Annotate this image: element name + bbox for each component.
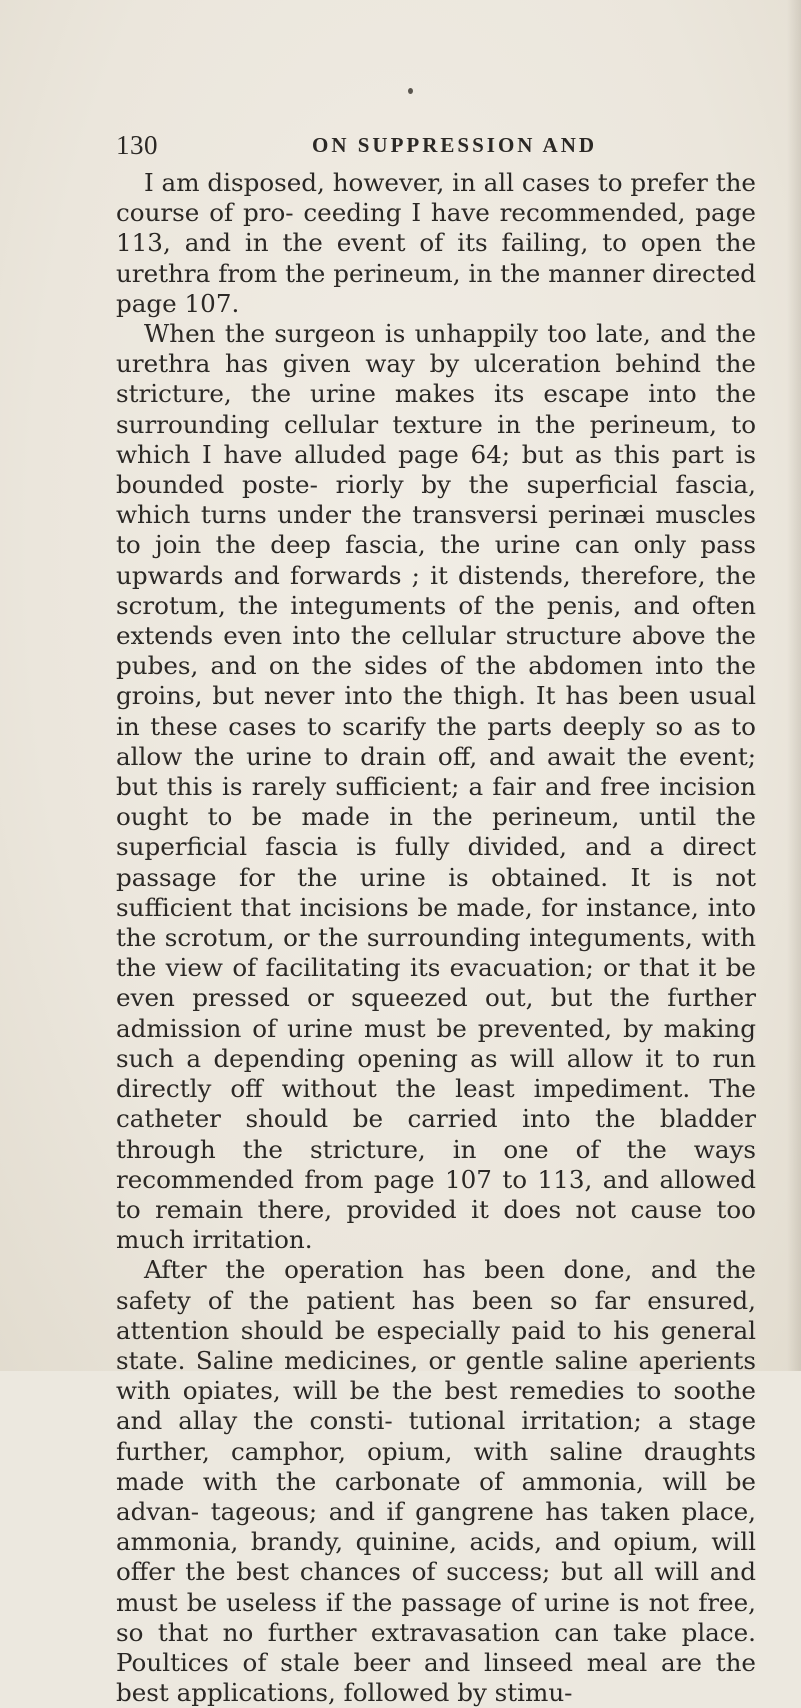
paragraph-1: I am disposed, however, in all cases to prefer the course of pro‐ ceeding I have recommended, page 113, and in the event of its failing, to open the urethra from the perineum, in the manner directed page 107. [116, 168, 756, 318]
running-head [116, 130, 756, 166]
body-text [116, 168, 756, 1708]
ink-speck [408, 88, 413, 94]
page-edge-shadow [787, 0, 801, 1371]
page-number: 130 [116, 130, 158, 160]
running-title: ON SUPPRESSION AND [312, 133, 598, 157]
paragraph-3: After the operation has been done, and the safety of the patient has been so far ensured, attention should be especially paid to his general state. Saline medicines, or gentle saline aperients with opiates, will be the best remedies to soothe and allay the consti- tutional irritation; a stage further, camphor, opium, with saline draughts made with the carbonate of ammonia, will be advan- tageous; and if gangrene has taken place, ammonia, brandy, quinine, acids, and opium, will offer the best chances of success; but all will and must be useless if the passage of urine is not free, so that no further extravasation can take place. Poultices of stale beer and linseed meal are the best applications, followed by stimu- [116, 1255, 756, 1708]
paragraph-2: When the surgeon is unhappily too late, and the urethra has given way by ulceration behind the stricture, the urine makes its escape into the surrounding cellular texture in the perineum, to which I have alluded page 64; but as this part is bounded poste- riorly by the superficial fascia, which turns under the transversi perinæi muscles to join the deep fascia, the urine can only pass upwards and forwards ; it distends, therefore, the scrotum, the integuments of the penis, and often extends even into the cellular structure above the pubes, and on the sides of the abdomen into the groins, but never into the thigh. It has been usual in these cases to scarify the parts deeply so as to allow the urine to drain off, and await the event; but this is rarely sufficient; a fair and free incision ought to be made in the perineum, until the superficial fascia is fully divided, and a direct passage for the urine is obtained. It is not sufficient that incisions be made, for instance, into the scrotum, or the surrounding integuments, with the view of facilitating its evacuation; or that it be even pressed or squeezed out, but the further admission of urine must be prevented, by making such a depending opening as will allow it to run directly off without the least impediment. The catheter should be carried into the bladder through the stricture, in one of the ways recommended from page 107 to 113, and allowed to remain there, provided it does not cause too much irritation. [116, 319, 756, 1255]
